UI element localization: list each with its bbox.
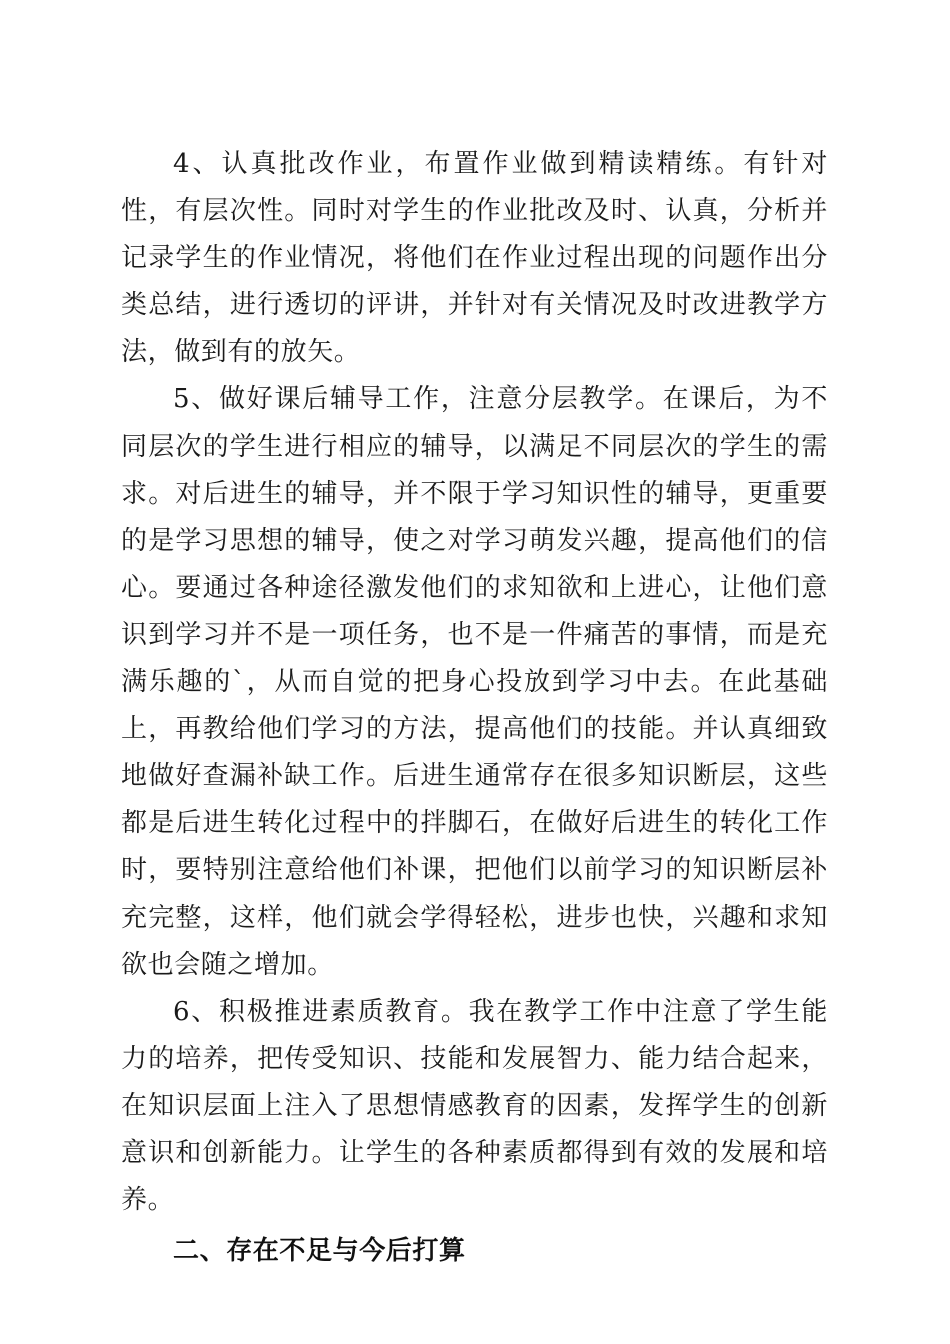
section-heading: 二、存在不足与今后打算 — [173, 1236, 466, 1267]
paragraph-homework-grading: 4、认真批改作业，布置作业做到精读精练。有针对性，有层次性。同时对学生的作业批改及时、认真，分析并记录学生的作业情况，将他们在作业过程出现的问题作出分类总结，进行透切的评讲，并针对有关情况及时改进教学方法，做到有的放矢。 — [121, 149, 828, 368]
paragraph-quality-education: 6、积极推进素质教育。我在教学工作中注意了学生能力的培养，把传受知识、技能和发展智力、能力结合起来，在知识层面上注入了思想情感教育的因素，发挥学生的创新意识和创新能力。让学生的各种素质都得到有效的发展和培养。 — [121, 996, 828, 1216]
document-body — [121, 141, 828, 1275]
paragraph-after-class-tutoring: 5、做好课后辅导工作，注意分层教学。在课后，为不同层次的学生进行相应的辅导，以满足不同层次的学生的需求。对后进生的辅导，并不限于学习知识性的辅导，更重要的是学习思想的辅导，使之对学习萌发兴趣，提高他们的信心。要通过各种途径激发他们的求知欲和上进心，让他们意识到学习并不是一项任务，也不是一件痛苦的事情，而是充满乐趣的`，从而自觉的把身心投放到学习中去。在此基础上，再教给他们学习的方法，提高他们的技能。并认真细致地做好查漏补缺工作。后进生通常存在很多知识断层，这些都是后进生转化过程中的拌脚石，在做好后进生的转化工作时，要特别注意给他们补课，把他们以前学习的知识断层补充完整，这样，他们就会学得轻松，进步也快，兴趣和求知欲也会随之增加。 — [121, 384, 828, 980]
